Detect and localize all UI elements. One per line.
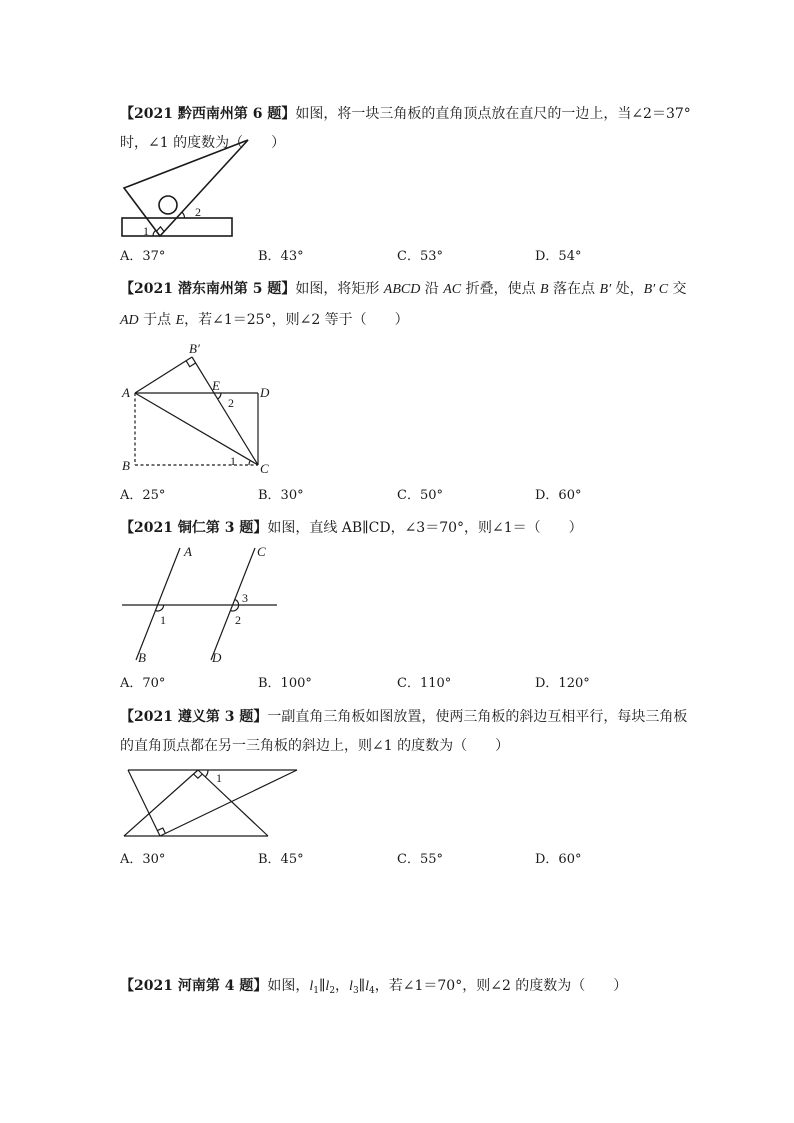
angle-1-label: 1	[160, 613, 166, 627]
q4-stem-line1	[120, 708, 687, 726]
segment-bprime-c	[192, 357, 258, 465]
q5-stem-line1	[120, 977, 627, 996]
right-angle-mark	[156, 227, 164, 232]
label-e: E	[212, 378, 220, 393]
label-b: B	[138, 650, 146, 665]
q5-subscript: 4	[369, 986, 375, 996]
label-a: A	[184, 544, 192, 559]
q5-subscript: 3	[352, 986, 359, 996]
angle-1-label: 1	[216, 771, 222, 785]
q5-subscript: 2	[329, 986, 336, 996]
q3-option-c: C．110°	[397, 676, 452, 691]
line-cd	[211, 548, 255, 660]
q1-figure	[110, 130, 260, 245]
q1-header: 【2021 黔西南州第 6 题】	[120, 106, 296, 122]
q2-option-d: D．60°	[535, 488, 582, 503]
q4-option-c: C．55°	[397, 852, 443, 867]
set-square-hole	[159, 196, 177, 214]
triangle-1-leg-right	[198, 770, 268, 836]
label-c: C	[257, 544, 266, 559]
q2-text: 如图，将矩形	[295, 281, 384, 297]
q4-options	[120, 851, 680, 869]
q3-stem-line1	[120, 519, 583, 537]
angle-2-arc	[218, 393, 221, 399]
triangle-2-leg-right	[160, 770, 297, 836]
label-d: D	[212, 650, 222, 665]
q2-stem-line1	[120, 280, 687, 299]
q1-option-d: D．54°	[535, 249, 582, 264]
q3-stem-text: 如图，直线 AB∥CD，∠3＝70°，则∠1＝（ ）	[267, 520, 583, 536]
ruler	[122, 218, 232, 236]
q2-option-b: B．30°	[258, 488, 304, 503]
q3-option-d: D．120°	[535, 676, 590, 691]
q5-text: ，若∠1＝70°，则∠2 的度数为（ ）	[374, 978, 628, 994]
q2-figure	[115, 340, 275, 480]
q4-option-a: A．30°	[120, 852, 166, 867]
q2-point-b-prime: B′	[599, 282, 612, 297]
q2-segment-ad: AD	[120, 313, 139, 328]
q4-figure	[115, 760, 305, 842]
segment-a-bprime	[135, 357, 192, 393]
q4-header: 【2021 遵义第 3 题】	[120, 709, 268, 725]
q5-text: ，	[335, 978, 350, 994]
q2-segment-bprime-c: B′ C	[643, 282, 669, 297]
segment-a-c	[135, 393, 258, 465]
q5-header: 【2021 河南第 4 题】	[120, 978, 268, 994]
label-b: B	[122, 458, 130, 473]
q1-stem-line1	[120, 105, 691, 123]
angle-2-label: 2	[235, 613, 241, 627]
q2-text: 沿	[420, 281, 444, 297]
q5-line-l: l	[325, 979, 330, 994]
line-ab	[136, 548, 180, 660]
label-c: C	[260, 461, 269, 476]
q5-line-l: l	[365, 979, 370, 994]
angle-3-label: 3	[242, 591, 248, 605]
q1-stem-text: 如图，将一块三角板的直角顶点放在直尺的一边上，当∠2＝37°	[295, 106, 691, 122]
q2-point-e: E	[175, 313, 185, 328]
q2-fold-line: AC	[443, 282, 462, 297]
q2-option-c: C．50°	[397, 488, 443, 503]
angle-1-arc	[153, 230, 156, 236]
angle-2-arc	[182, 212, 185, 218]
q3-figure	[115, 540, 285, 668]
angle-2-label: 2	[228, 396, 234, 410]
label-d: D	[260, 385, 270, 400]
q5-parallel-symbol: ∥	[318, 978, 326, 994]
q2-text: 交	[668, 281, 687, 297]
q2-point-b: B	[540, 282, 549, 297]
q2-text: 于点	[138, 312, 176, 328]
q2-header: 【2021 潜东南州第 5 题】	[120, 281, 296, 297]
q5-line-l: l	[349, 979, 353, 994]
q4-option-d: D．60°	[535, 852, 582, 867]
triangle-1-leg-left	[124, 770, 198, 836]
label-b-prime: B′	[189, 341, 200, 356]
angle-1-label: 1	[230, 454, 236, 468]
q3-option-a: A．70°	[120, 676, 166, 691]
angle-1-label: 1	[143, 224, 149, 238]
angle-2-label: 2	[195, 205, 201, 219]
q5-parallel-symbol: ∥	[358, 978, 366, 994]
q2-options	[120, 487, 680, 505]
set-square-triangle	[124, 140, 248, 236]
angle-3-arc	[235, 599, 239, 605]
right-angle-mark-top	[194, 774, 203, 778]
q1-option-b: B．43°	[258, 249, 304, 264]
q2-stem-line2	[120, 311, 409, 330]
angle-1-arc	[205, 770, 208, 777]
triangle-2-leg-left	[128, 770, 160, 836]
q2-rect-name: ABCD	[383, 282, 421, 297]
q1-option-c: C．53°	[397, 249, 443, 264]
q2-text: 处，	[611, 281, 644, 297]
q4-option-b: B．45°	[258, 852, 304, 867]
angle-1-arc	[249, 461, 250, 466]
q1-stem-line2: 时，∠1 的度数为（ ）	[120, 135, 286, 151]
q4-stem-line2: 的直角顶点都在另一三角板的斜边上，则∠1 的度数为（ ）	[120, 738, 510, 754]
q2-text: 折叠，使点	[461, 281, 541, 297]
q5-line-l: l	[309, 979, 314, 994]
q3-option-b: B．100°	[258, 676, 312, 691]
q2-text: 落在点	[548, 281, 600, 297]
label-a: A	[122, 385, 130, 400]
q2-text: ，若∠1＝25°，则∠2 等于（ ）	[184, 312, 409, 328]
q1-options	[120, 248, 680, 266]
q3-options	[120, 675, 680, 693]
q2-option-a: A．25°	[120, 488, 166, 503]
q5-subscript: 1	[313, 986, 319, 996]
q3-header: 【2021 铜仁第 3 题】	[120, 520, 268, 536]
q5-text: 如图，	[267, 978, 310, 994]
q1-option-a: A．37°	[120, 249, 166, 264]
q4-stem-text: 一副直角三角板如图放置，使两三角板的斜边互相平行，每块三角板	[267, 709, 688, 725]
